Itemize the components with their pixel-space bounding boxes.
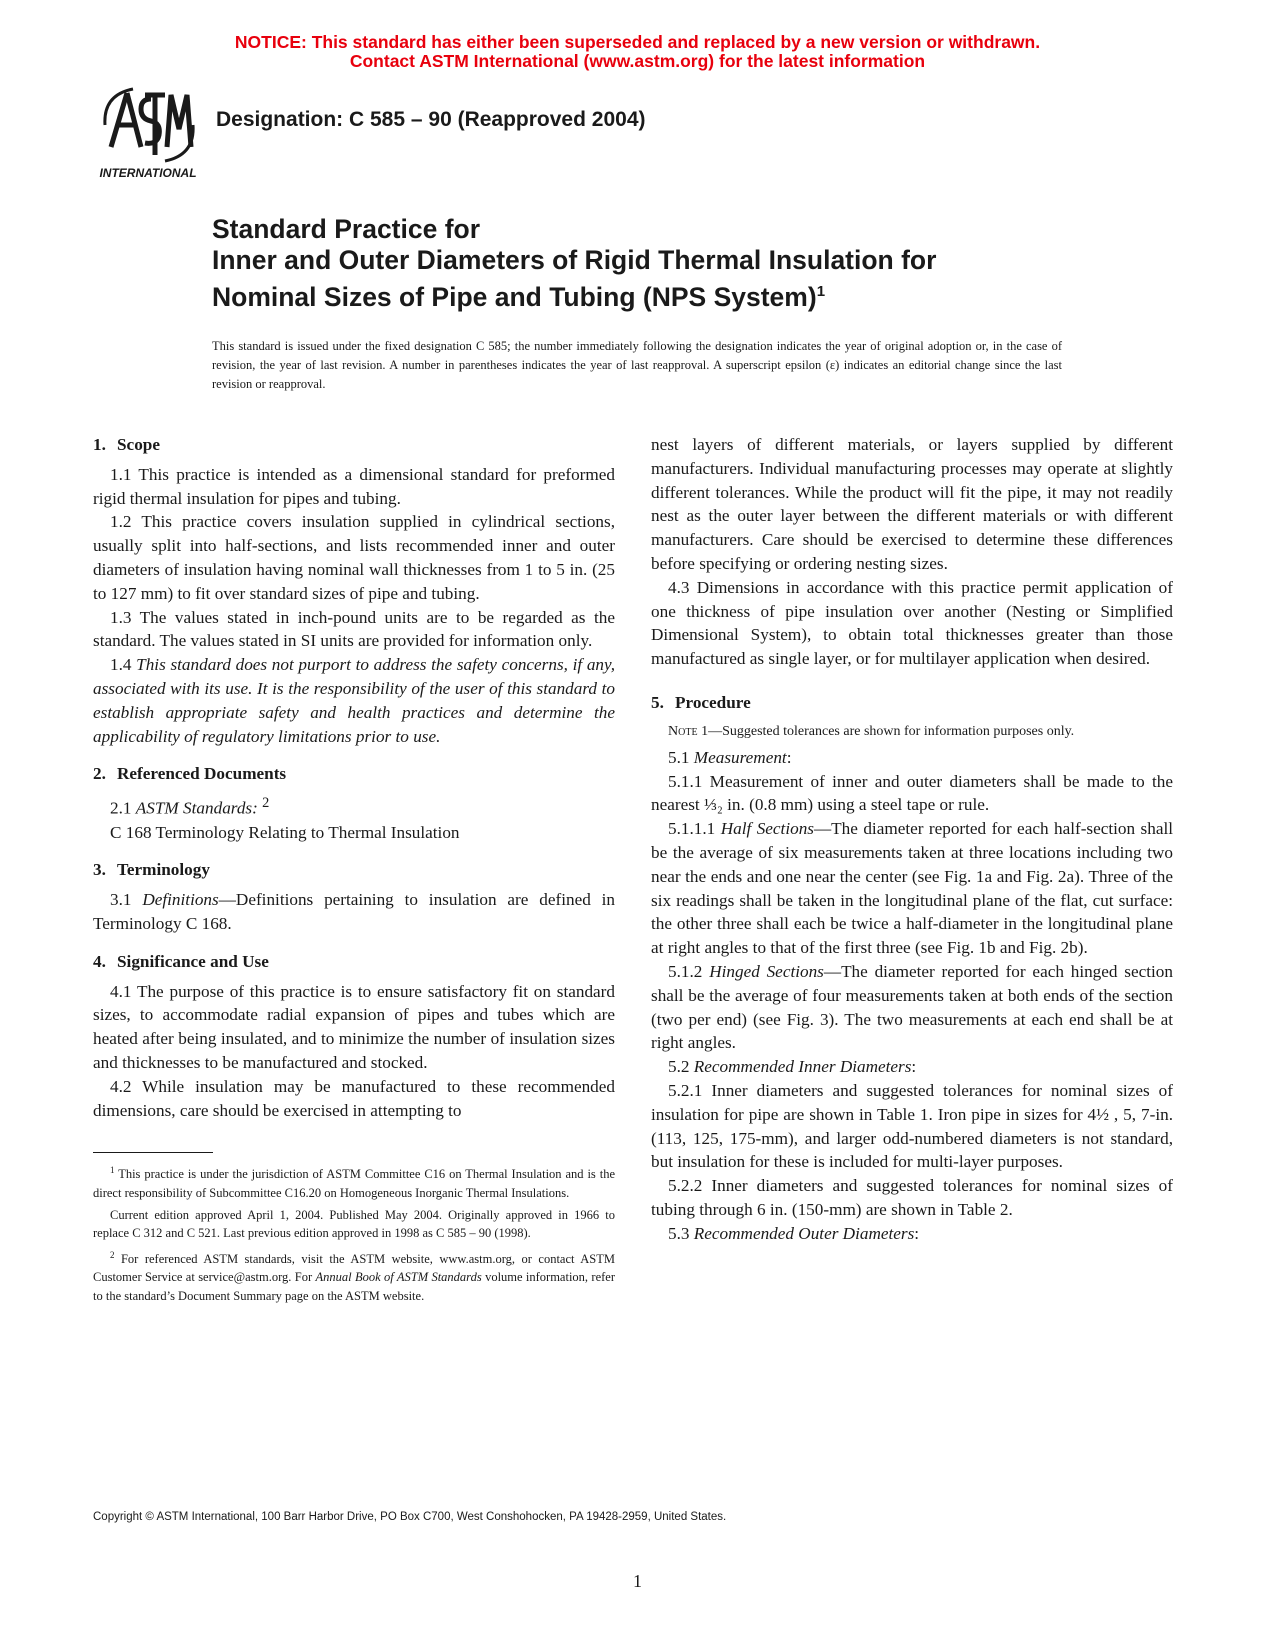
paragraph-3-1: 3.1 Definitions—Definitions pertaining to insulation are defined in Terminology C 168. bbox=[93, 890, 615, 934]
paragraph-4-2-continued: nest layers of different materials, or layers supplied by different manufacturers. Individual manufacturing processes may operate at slightly different tolerances. While the product will fit the pipe, it may not readily nest as the outer layer between the different materials or with different manufacturers. Care should be exercised to determine these differences before specifying or ordering nesting sizes. bbox=[651, 435, 1173, 573]
footnote-1b: Current edition approved April 1, 2004. Published May 2004. Originally approved in 1966 to replace C 312 and C 521. Last previous edition approved in 1998 as C 585 – 90 (1998). bbox=[93, 1207, 615, 1241]
notice-line-2: Contact ASTM International (www.astm.org) for the latest information bbox=[349, 51, 926, 71]
paragraph-1-3: 1.3 The values stated in inch-pound units are to be regarded as the standard. The values stated in SI units are provided for information only. bbox=[93, 607, 615, 651]
paragraph-5-2-2: 5.2.2 Inner diameters and suggested tolerances for nominal sizes of tubing through 6 in. (150-mm) are shown in Table 2. bbox=[651, 1176, 1173, 1219]
footnote-divider bbox=[93, 1152, 213, 1153]
section-heading-scope: 1. Scope bbox=[93, 435, 160, 454]
paragraph-5-2-1: 5.2.1 Inner diameters and suggested tolerances for nominal sizes of insulation for pipe are shown in Table 1. Iron pipe in sizes for 4½ , 5, 7-in. (113, 125, 175-mm), and larger odd-numbered diameters is not standard, but insulation for these is included for multi-layer purposes. bbox=[651, 1080, 1173, 1172]
paragraph-1-1: 1.1 This practice is intended as a dimensional standard for preformed rigid thermal insulation for pipes and tubing. bbox=[93, 464, 615, 508]
right-column bbox=[651, 433, 1173, 1246]
page-number: 1 bbox=[633, 1571, 642, 1591]
section-heading-procedure: 5. Procedure bbox=[651, 692, 751, 712]
paragraph-1-2: 1.2 This practice covers insulation supplied in cylindrical sections, usually split into half-sections, and lists recommended inner and outer diameters of insulation having nominal wall thicknesses from 1 to 5 in. (25 to 127 mm) to fit over standard sizes of pipe and tubing. bbox=[93, 512, 615, 603]
paragraph-2-1: 2.1 ASTM Standards: $^2$ bbox=[110, 795, 270, 818]
paragraph-5-1: 5.1 Measurement: bbox=[668, 747, 792, 767]
supersession-notice bbox=[0, 33, 1275, 71]
title-line-2: Inner and Outer Diameters of Rigid Thermal Insulation for bbox=[212, 245, 937, 275]
issuance-statement: This standard is issued under the fixed designation C 585; the number immediately following the designation indicates the year of original adoption or, in the case of revision, the year of last revision. A number in parentheses indicates the year of last reapproval. A superscript epsilon (ε) indicates an editorial change since the last revision or reapproval. bbox=[212, 339, 1062, 391]
paragraph-5-1-1-1: 5.1.1.1 Half Sections—The diameter reported for each half-section shall be the average of six measurements taken at three locations including two near the ends and one near the center (see Fig. 1a and Fig. 2a). Three of the six readings shall be taken in the longitudinal plane of the flat, cut surface: the other three shall each be twice a half-diameter in the longitudinal plane at right angles to that of the first three (see Fig. 1b and Fig. 2b). bbox=[651, 819, 1174, 958]
astm-logo-icon bbox=[93, 85, 203, 185]
paragraph-4-1: 4.1 The purpose of this practice is to ensure satisfactory fit on standard sizes, to accommodate radial expansion of pipes and tubes which are heated after being insulated, and to minimize the number of insulation sizes and thicknesses to be manufactured and stocked. bbox=[93, 981, 615, 1073]
section-heading-terminology: 3. Terminology bbox=[93, 860, 210, 880]
copyright-line: Copyright © ASTM International, 100 Barr Harbor Drive, PO Box C700, West Conshohocken, PA 19428-2959, United States. bbox=[93, 1511, 727, 1523]
paragraph-4-2: 4.2 While insulation may be manufactured to these recommended dimensions, care should be exercised in attempting to bbox=[93, 1076, 615, 1120]
left-column bbox=[93, 433, 615, 1308]
notice-line-1: NOTICE: This standard has either been superseded and replaced by a new version or withdrawn. bbox=[234, 32, 1041, 52]
paragraph-5-3: 5.3 Recommended Outer Diameters: bbox=[668, 1223, 920, 1243]
footnote-2: $^2$ For referenced ASTM standards, visit the ASTM website, www.astm.org, or contact ASTM Customer Service at service@astm.org. For Annual Book of ASTM Standards volume information, refer to the standard’s Document Summary page on the ASTM website. bbox=[93, 1249, 616, 1303]
paragraph-5-1-2: 5.1.2 Hinged Sections—The diameter reported for each hinged section shall be the average of four measurements taken at both ends of the section (two per end) (see Fig. 3). The two measurements at each end shall be at right angles. bbox=[651, 961, 1173, 1053]
section-heading-significance: 4. Significance and Use bbox=[93, 951, 269, 971]
note-1: Note 1—Suggested tolerances are shown for information purposes only. bbox=[668, 723, 1075, 739]
paragraph-5-2: 5.2 Recommended Inner Diameters: bbox=[668, 1057, 917, 1077]
document-title bbox=[212, 214, 936, 313]
paragraph-4-3: 4.3 Dimensions in accordance with this practice permit application of one thickness of pipe insulation over another (Nesting or Simplified Dimensional System), to obtain total thicknesses greater than those manufactured as single layer, or for multilayer application when desired. bbox=[651, 577, 1173, 669]
title-line-3 bbox=[212, 276, 936, 313]
reference-c168: C 168 Terminology Relating to Thermal Insulation bbox=[110, 822, 460, 842]
logo-wordmark: INTERNATIONAL bbox=[99, 166, 197, 180]
section-heading-referenced-documents: 2. Referenced Documents bbox=[93, 764, 287, 784]
designation: Designation: C 585 – 90 (Reapproved 2004) bbox=[216, 108, 646, 131]
footnote-1a: $^1$ This practice is under the jurisdiction of ASTM Committee C16 on Thermal Insulation and is the direct responsibility of Subcommittee C16.20 on Homogeneous Inorganic Thermal Insulations. bbox=[93, 1165, 615, 1201]
paragraph-5-1-1: 5.1.1 Measurement of inner and outer diameters shall be made to the nearest ⅓₂ in. (0.8 mm) using a steel tape or rule. bbox=[651, 771, 1173, 815]
title-line-1: Standard Practice for bbox=[212, 214, 481, 244]
title-line-3-text: Nominal Sizes of Pipe and Tubing (NPS System) bbox=[212, 281, 817, 312]
paragraph-1-4: 1.4 This standard does not purport to address the safety concerns, if any, associated with its use. It is the responsibility of the user of this standard to establish appropriate safety and health practices and determine the applicability of regulatory limitations prior to use. bbox=[93, 655, 615, 746]
title-footnote-ref: 1 bbox=[816, 283, 826, 300]
